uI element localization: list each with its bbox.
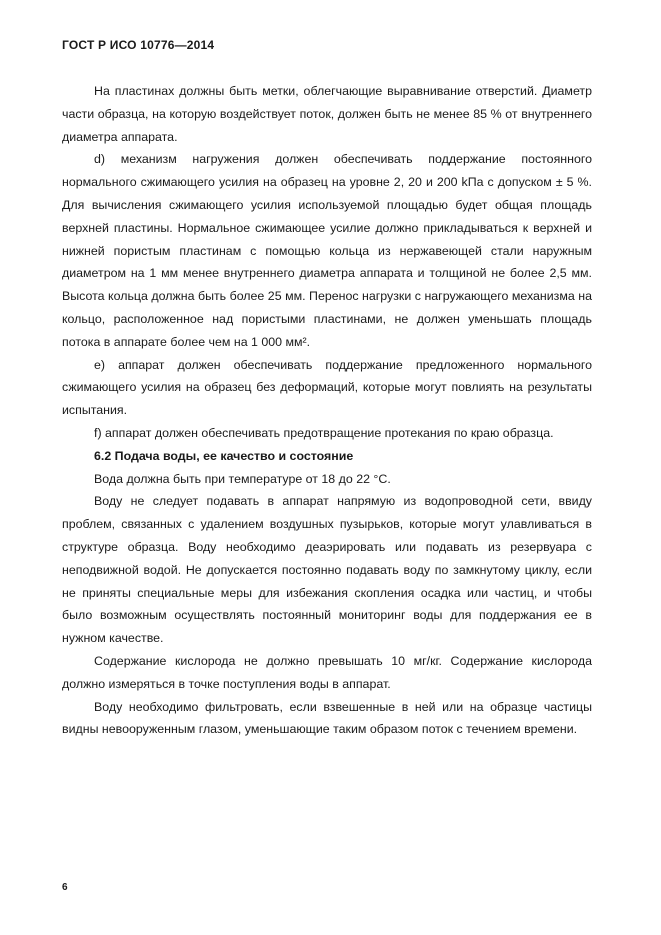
- document-body: [62, 80, 592, 741]
- page-number: 6: [62, 882, 68, 893]
- paragraph-temperature: Вода должна быть при температуре от 18 до 22 °С.: [94, 471, 391, 486]
- paragraph-filtering: Воду необходимо фильтровать, если взвешенные в ней или на образце частицы видны невооруженным глазом, уменьшающие таким образом поток с течением времени.: [62, 699, 592, 737]
- paragraph-water-supply: Воду не следует подавать в аппарат напрямую из водопроводной сети, ввиду проблем, связанных с удалением воздушных пузырьков, которые могут улавливаться в структуре образца. Воду необходимо деаэрировать или подавать из резервуара с неподвижной водой. Не допускается постоянно подавать воду по замкнутому циклу, если не приняты специальные меры для избежания скопления осадка или частиц, и чтобы было возможным осуществлять постоянный мониторинг воды для поддержания ее в нужном качестве.: [62, 494, 592, 646]
- paragraph-item-f: f) аппарат должен обеспечивать предотвращение протекания по краю образца.: [94, 425, 554, 440]
- document-header: ГОСТ Р ИСО 10776—2014: [62, 38, 215, 52]
- paragraph-oxygen: Содержание кислорода не должно превышать 10 мг/кг. Содержание кислорода должно измеряться в точке поступления воды в аппарат.: [62, 653, 592, 691]
- paragraph-item-d: d) механизм нагружения должен обеспечивать поддержание постоянного нормального сжимающего усилия на образец на уровне 2, 20 и 200 kПа с допуском ± 5 %. Для вычисления сжимающего усилия используемой площадью будет общая площадь верхней пластины. Нормальное сжимающее усилие должно прикладываться к верхней и нижней пористым пластинам с помощью кольца из нержавеющей стали наружным диаметром на 1 мм менее внутреннего диаметра аппарата и толщиной не более 2,5 мм. Высота кольца должна быть более 25 мм. Перенос нагрузки с нагружающего механизма на кольцо, расположенное над пористыми пластинами, не должен уменьшать площадь потока в аппарате более чем на 1 000 мм².: [62, 152, 592, 349]
- paragraph-item-e: е) аппарат должен обеспечивать поддержание предложенного нормального сжимающего усилия на образец без деформаций, которые могут повлиять на результаты испытания.: [62, 357, 592, 418]
- section-heading: 6.2 Подача воды, ее качество и состояние: [94, 448, 354, 463]
- paragraph-markings: На пластинах должны быть метки, облегчающие выравнивание отверстий. Диаметр части образца, на которую воздействует поток, должен быть не менее 85 % от внутреннего диаметра аппарата.: [62, 84, 592, 144]
